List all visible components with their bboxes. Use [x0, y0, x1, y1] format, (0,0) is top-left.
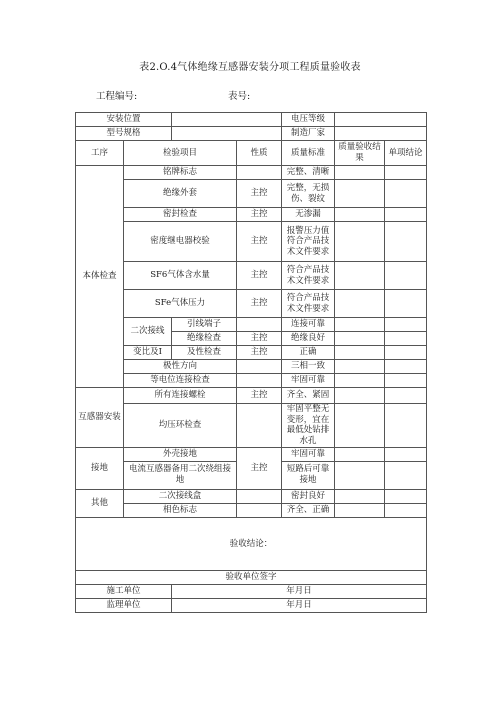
inspection-item-ratio: 变比及I: [124, 346, 172, 360]
inspection-item: 外壳接地: [124, 447, 237, 461]
group-grounding: 接地: [76, 447, 124, 489]
model-spec-value[interactable]: [172, 127, 282, 141]
inspection-item: 所有连接螺栓: [124, 388, 237, 404]
quality-standard-cell: 正确: [282, 346, 335, 360]
construction-unit-date[interactable]: 年月日: [172, 584, 427, 598]
single-conclusion-cell[interactable]: [385, 374, 427, 388]
quality-standard-cell: 齐全、紧固: [282, 388, 335, 404]
single-conclusion-cell[interactable]: [385, 332, 427, 346]
group-body-inspection: 本体检查: [76, 166, 124, 388]
quality-standard-cell: 牢固可靠: [282, 374, 335, 388]
inspection-item: 二次接线盒: [124, 489, 237, 503]
nature-cell: 主控: [237, 447, 282, 489]
single-conclusion-cell[interactable]: [385, 461, 427, 489]
nature-cell: [237, 404, 282, 448]
quality-standard-cell: 密封良好: [282, 489, 335, 503]
nature-cell: 主控: [237, 262, 282, 290]
single-conclusion-cell[interactable]: [385, 346, 427, 360]
install-location-label: 安装位置: [76, 113, 172, 127]
quality-standard-cell: 符合产品技术文件要求: [282, 262, 335, 290]
inspection-item: 绝缘外套: [124, 180, 237, 208]
supervision-unit-label: 监理单位: [76, 598, 172, 612]
single-conclusion-cell[interactable]: [385, 503, 427, 517]
inspection-item: 电流互感器备用二次绕组接地: [124, 461, 237, 489]
manufacturer-value[interactable]: [335, 127, 427, 141]
nature-cell: 主控: [237, 332, 282, 346]
inspection-item: 相色标志: [124, 503, 237, 517]
single-conclusion-cell[interactable]: [385, 208, 427, 222]
supervision-unit-date[interactable]: 年月日: [172, 598, 427, 612]
quality-result-cell[interactable]: [335, 290, 385, 318]
acceptance-conclusion-label: 验收结论：: [229, 539, 273, 550]
signature-section-title: 验收单位签字: [76, 570, 427, 584]
project-number-label: 工程编号:: [96, 91, 138, 102]
nature-cell: [237, 318, 282, 332]
quality-standard-cell: 牢固可靠: [282, 447, 335, 461]
quality-result-cell[interactable]: [335, 374, 385, 388]
nature-cell: 主控: [237, 346, 282, 360]
single-conclusion-cell[interactable]: [385, 222, 427, 262]
single-conclusion-cell[interactable]: [385, 262, 427, 290]
sub-group-secondary-wiring: 二次接线: [124, 318, 172, 346]
group-transformer-install: 互感器安装: [76, 388, 124, 448]
manufacturer-label: 制造厂家: [282, 127, 335, 141]
nature-cell: 主控: [237, 208, 282, 222]
nature-cell: [237, 503, 282, 517]
single-conclusion-cell[interactable]: [385, 180, 427, 208]
voltage-level-label: 电压等级: [282, 113, 335, 127]
nature-cell: [237, 166, 282, 180]
nature-cell: 主控: [237, 290, 282, 318]
nature-cell: [237, 489, 282, 503]
quality-standard-cell: 完整、清晰: [282, 166, 335, 180]
group-others: 其他: [76, 489, 124, 517]
quality-result-cell[interactable]: [335, 360, 385, 374]
nature-cell: 主控: [237, 222, 282, 262]
nature-cell: 主控: [237, 388, 282, 404]
quality-result-cell[interactable]: [335, 318, 385, 332]
inspection-item: 极性方向: [124, 360, 237, 374]
col-header-nature: 性质: [237, 141, 282, 166]
quality-result-cell[interactable]: [335, 222, 385, 262]
quality-result-cell[interactable]: [335, 180, 385, 208]
quality-result-cell[interactable]: [335, 503, 385, 517]
single-conclusion-cell[interactable]: [385, 318, 427, 332]
quality-standard-cell: 连接可靠: [282, 318, 335, 332]
quality-result-cell[interactable]: [335, 404, 385, 448]
col-header-quality-standard: 质量标准: [282, 141, 335, 166]
acceptance-conclusion-area[interactable]: [76, 517, 427, 570]
single-conclusion-cell[interactable]: [385, 360, 427, 374]
quality-result-cell[interactable]: [335, 388, 385, 404]
quality-standard-cell: 报警压力值符合产品技术文件要求: [282, 222, 335, 262]
inspection-item: 密度继电器校验: [124, 222, 237, 262]
quality-result-cell[interactable]: [335, 346, 385, 360]
quality-standard-cell: 完整，无损伤、裂纹: [282, 180, 335, 208]
inspection-item: 绝缘检查: [172, 332, 237, 346]
quality-standard-cell: 齐全、正确: [282, 503, 335, 517]
col-header-quality-result: 质量验收结果: [335, 141, 385, 166]
construction-unit-label: 施工单位: [76, 584, 172, 598]
inspection-item: SFe气体压力: [124, 290, 237, 318]
model-spec-label: 型号规格: [76, 127, 172, 141]
single-conclusion-cell[interactable]: [385, 489, 427, 503]
quality-standard-cell: 短路后可靠接地: [282, 461, 335, 489]
single-conclusion-cell[interactable]: [385, 388, 427, 404]
inspection-item: 引线端子: [172, 318, 237, 332]
quality-standard-cell: 符合产品技术文件要求: [282, 290, 335, 318]
table-number-label: 表号:: [228, 91, 251, 102]
acceptance-table: [75, 112, 427, 613]
quality-standard-cell: 牢固平整无变形，宜在最低处钻排水孔: [282, 404, 335, 448]
quality-result-cell[interactable]: [335, 166, 385, 180]
inspection-item: 密封检查: [124, 208, 237, 222]
quality-result-cell[interactable]: [335, 208, 385, 222]
inspection-item: SF6气体含水量: [124, 262, 237, 290]
col-header-single-conclusion: 单项结论: [385, 141, 427, 166]
quality-result-cell[interactable]: [335, 332, 385, 346]
quality-standard-cell: 绝缘良好: [282, 332, 335, 346]
col-header-inspection-item: 检验项目: [124, 141, 237, 166]
quality-result-cell[interactable]: [335, 447, 385, 461]
single-conclusion-cell[interactable]: [385, 404, 427, 448]
quality-result-cell[interactable]: [335, 489, 385, 503]
inspection-item: 及性检查: [172, 346, 237, 360]
nature-cell: [237, 360, 282, 374]
voltage-level-value[interactable]: [335, 113, 427, 127]
nature-cell: [237, 374, 282, 388]
single-conclusion-cell[interactable]: [385, 166, 427, 180]
inspection-item: 均压环检查: [124, 404, 237, 448]
single-conclusion-cell[interactable]: [385, 290, 427, 318]
col-header-procedure: 工序: [76, 141, 124, 166]
quality-standard-cell: 三相一致: [282, 360, 335, 374]
install-location-value[interactable]: [172, 113, 282, 127]
single-conclusion-cell[interactable]: [385, 447, 427, 461]
nature-cell: 主控: [237, 180, 282, 208]
quality-result-cell[interactable]: [335, 461, 385, 489]
inspection-item: 等电位连接检查: [124, 374, 237, 388]
inspection-item: 铭牌标志: [124, 166, 237, 180]
quality-standard-cell: 无渗漏: [282, 208, 335, 222]
quality-result-cell[interactable]: [335, 262, 385, 290]
form-title: 表2.O.4气体绝缘互感器安装分项工程质量验收表: [139, 62, 361, 73]
